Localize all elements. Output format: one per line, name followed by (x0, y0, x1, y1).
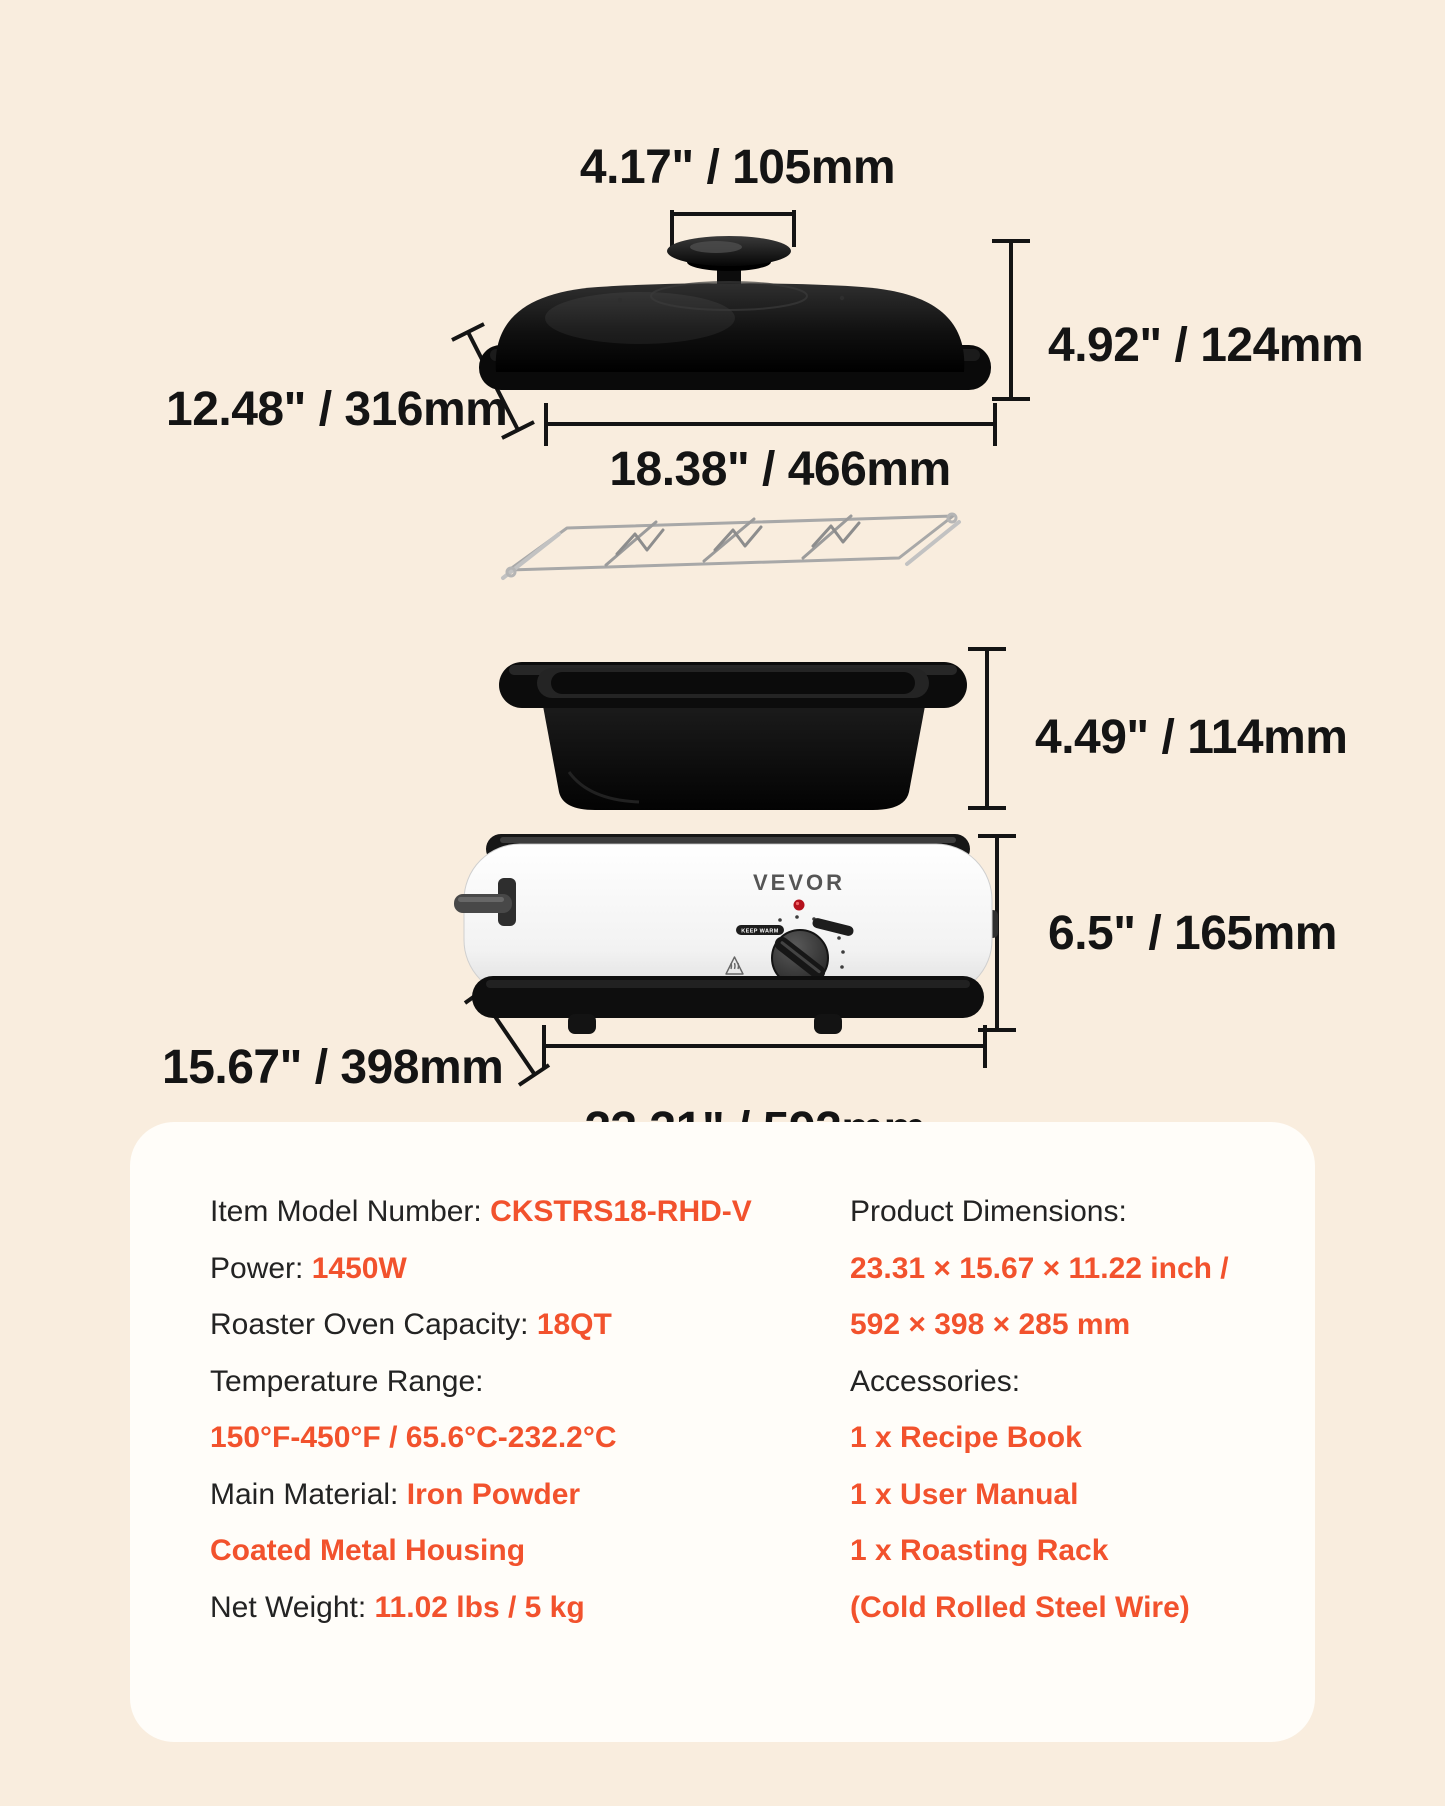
spec-label: Accessories: (850, 1364, 1021, 1398)
spec-row (850, 1241, 1315, 1298)
spec-label: Product Dimensions: (850, 1195, 1127, 1229)
dimension-label-lid-height: 4.92" / 124mm (1048, 319, 1364, 372)
spec-value: Coated Metal Housing (210, 1534, 526, 1568)
spec-row (210, 1410, 850, 1467)
spec-row (850, 1184, 1315, 1241)
spec-label: Power: (210, 1251, 312, 1285)
spec-label: Main Material: (210, 1477, 407, 1511)
keep-warm-badge (736, 925, 784, 935)
spec-row (850, 1410, 1315, 1467)
spec-value: 23.31 × 15.67 × 11.22 inch / (850, 1251, 1229, 1285)
spec-value: 1450W (311, 1251, 407, 1285)
spec-label: Net Weight: (210, 1590, 375, 1624)
spec-row (850, 1523, 1315, 1580)
spec-label: Item Model Number: (210, 1195, 491, 1229)
dimension-label-lid-knob: 4.17" / 105mm (579, 141, 896, 194)
spec-value: 150°F-450°F / 65.6°C-232.2°C (210, 1421, 617, 1455)
spec-row (210, 1580, 850, 1637)
base-illustration (452, 828, 1000, 1040)
spec-row (210, 1354, 850, 1411)
vevor-logo: VEVOR (752, 870, 846, 895)
spec-row (210, 1297, 850, 1354)
dimension-label-base-height: 6.5" / 165mm (1048, 907, 1337, 960)
spec-row (210, 1523, 850, 1580)
dimension-label-lid-width: 18.38" / 466mm (609, 443, 951, 496)
dimension-label-pan-height: 4.49" / 114mm (1035, 711, 1348, 764)
spec-row (850, 1580, 1315, 1637)
spec-value: 1 x User Manual (850, 1477, 1079, 1511)
spec-column-left (210, 1184, 850, 1742)
spec-value: Iron Powder (406, 1477, 581, 1511)
lid-illustration (470, 200, 992, 392)
spec-row (850, 1297, 1315, 1354)
base-foot-left (568, 1014, 596, 1034)
spec-row (210, 1467, 850, 1524)
pan-illustration (499, 652, 969, 817)
spec-row (210, 1184, 850, 1241)
spec-value: CKSTRS18-RHD-V (490, 1195, 752, 1229)
base-foot-right (814, 1014, 842, 1034)
spec-row (210, 1241, 850, 1298)
spec-card (130, 1122, 1315, 1742)
spec-label: Temperature Range: (210, 1364, 484, 1398)
svg-text:KEEP WARM: KEEP WARM (741, 928, 779, 935)
roasting-rack-illustration (497, 502, 967, 594)
spec-value: 18QT (536, 1308, 612, 1342)
spec-label: Roaster Oven Capacity: (210, 1308, 537, 1342)
base-body (464, 844, 992, 996)
spec-value: 1 x Recipe Book (850, 1421, 1082, 1455)
power-indicator-light (794, 900, 805, 911)
dimension-label-base-depth: 15.67" / 398mm (162, 1041, 504, 1094)
spec-value: 1 x Roasting Rack (850, 1534, 1109, 1568)
spec-value: 592 × 398 × 285 mm (850, 1308, 1131, 1342)
spec-row (850, 1354, 1315, 1411)
spec-value: (Cold Rolled Steel Wire) (850, 1590, 1190, 1624)
spec-value: 11.02 lbs / 5 kg (374, 1590, 585, 1624)
spec-row (850, 1467, 1315, 1524)
dimension-label-lid-depth: 12.48" / 316mm (166, 383, 508, 436)
spec-column-right (850, 1184, 1315, 1742)
